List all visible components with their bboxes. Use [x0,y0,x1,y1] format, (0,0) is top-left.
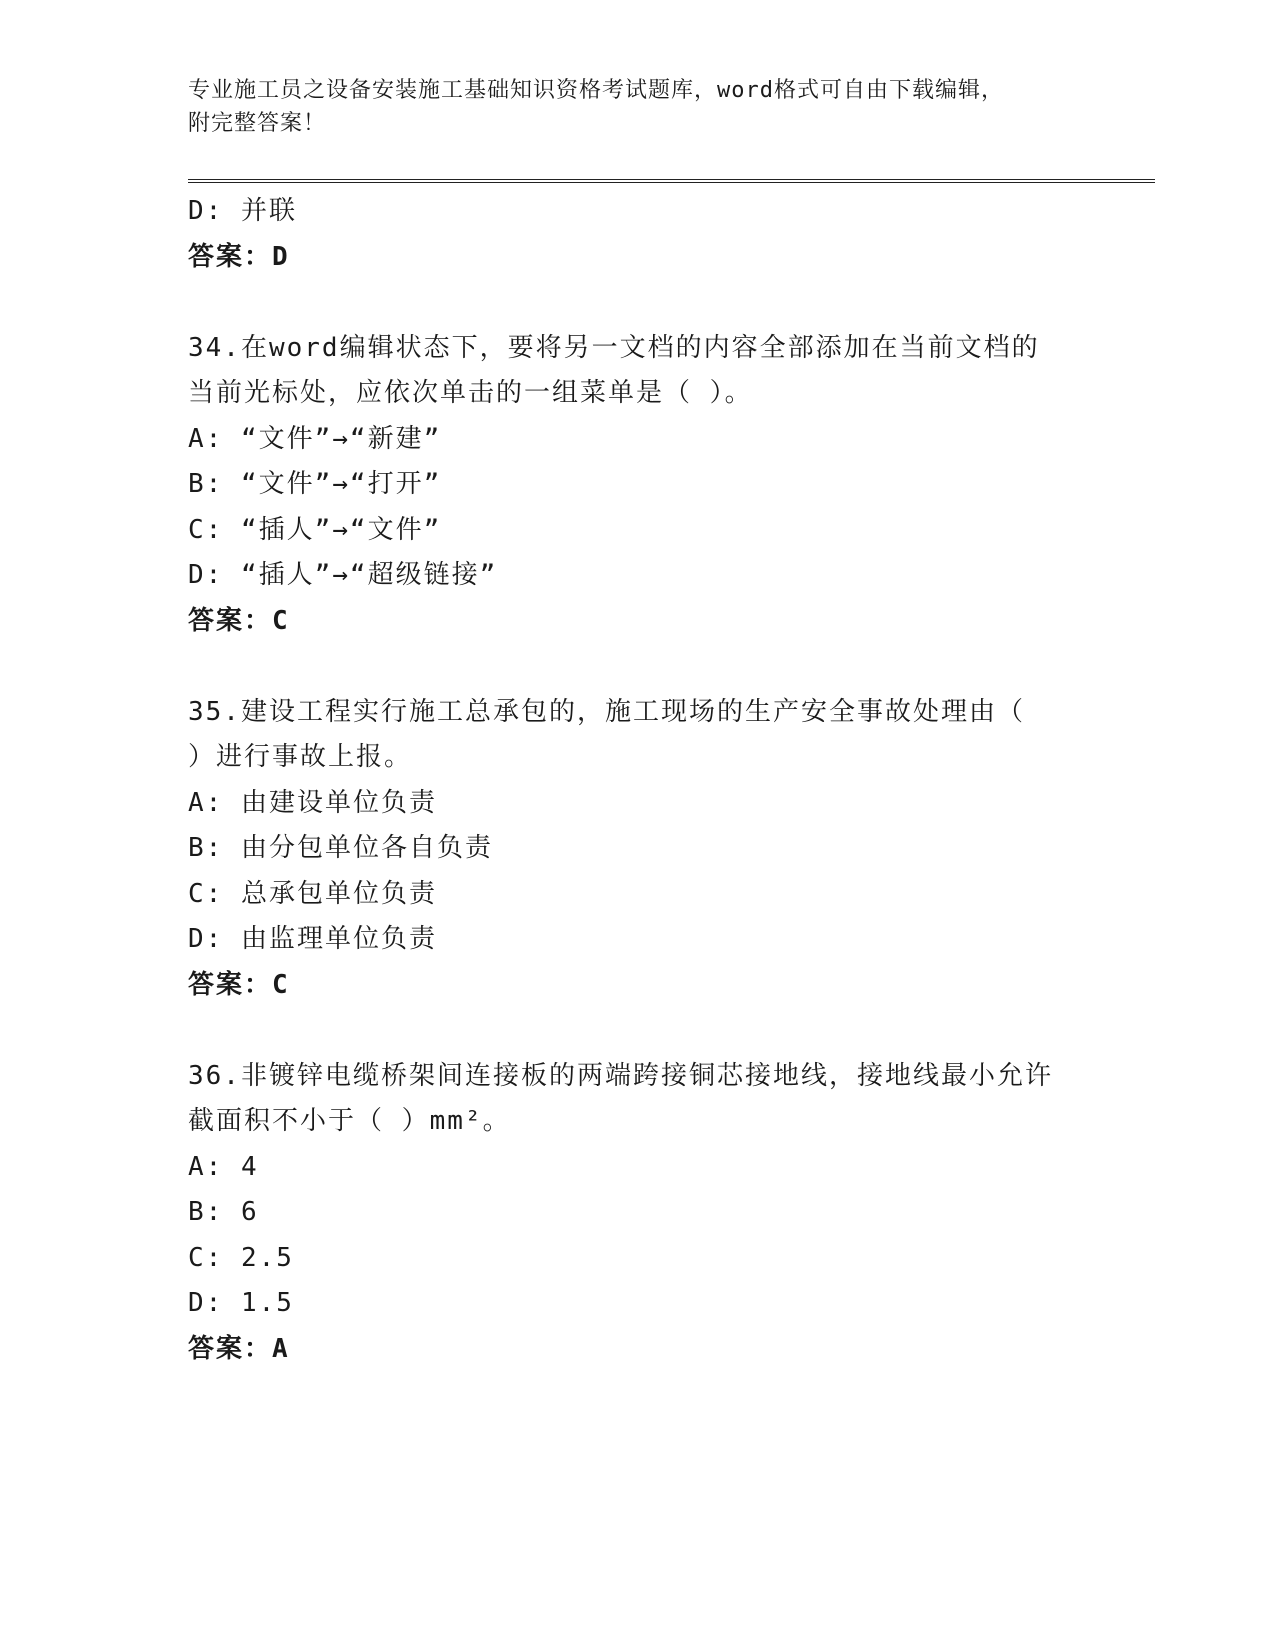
question-stem-cont: 当前光标处，应依次单击的一组菜单是（ ）。 [188,378,753,408]
answer-line: 答案：C [188,605,290,636]
option-b: B: 6 [188,1197,259,1227]
question-list [188,189,1108,1372]
header-divider [188,179,1155,183]
spacer [188,1008,1108,1054]
option-b: B: 由分包单位各自负责 [188,833,493,863]
question-stem: 36.非镀锌电缆桥架间连接板的两端跨接铜芯接地线，接地线最小允许 [188,1060,1053,1091]
option-d: D: 1.5 [188,1288,294,1318]
question-36 [188,1054,1108,1373]
answer-line: 答案：A [188,1333,290,1364]
option-c: C: 2.5 [188,1242,294,1273]
answer-line: 答案：D [188,241,290,272]
question-stem-cont: 截面积不小于（ ）mm²。 [188,1106,511,1136]
spacer [188,280,1108,326]
option-a: A: “文件”→“新建” [188,423,442,454]
option-a: A: 由建设单位负责 [188,787,437,818]
option-d: D: 由监理单位负责 [188,924,437,954]
option-d: D: “插人”→“超级链接” [188,560,498,590]
previous-question-tail [188,189,1108,280]
option-b: B: “文件”→“打开” [188,469,442,499]
question-34 [188,326,1108,645]
option-c: C: 总承包单位负责 [188,878,437,909]
option-d: D: 并联 [188,196,297,226]
page-header [188,74,1108,140]
question-stem: 34.在word编辑状态下，要将另一文档的内容全部添加在当前文档的 [188,332,1040,363]
question-stem: 35.建设工程实行施工总承包的，施工现场的生产安全事故处理由（ [188,696,1025,727]
spacer [188,644,1108,690]
question-stem-cont: ）进行事故上报。 [188,742,413,772]
option-c: C: “插人”→“文件” [188,514,442,545]
option-a: A: 4 [188,1151,259,1182]
header-line-2: 附完整答案！ [188,111,327,136]
question-35 [188,690,1108,1009]
header-line-1: 专业施工员之设备安装施工基础知识资格考试题库，word格式可自由下载编辑， [188,78,1004,103]
answer-line: 答案：C [188,969,290,1000]
